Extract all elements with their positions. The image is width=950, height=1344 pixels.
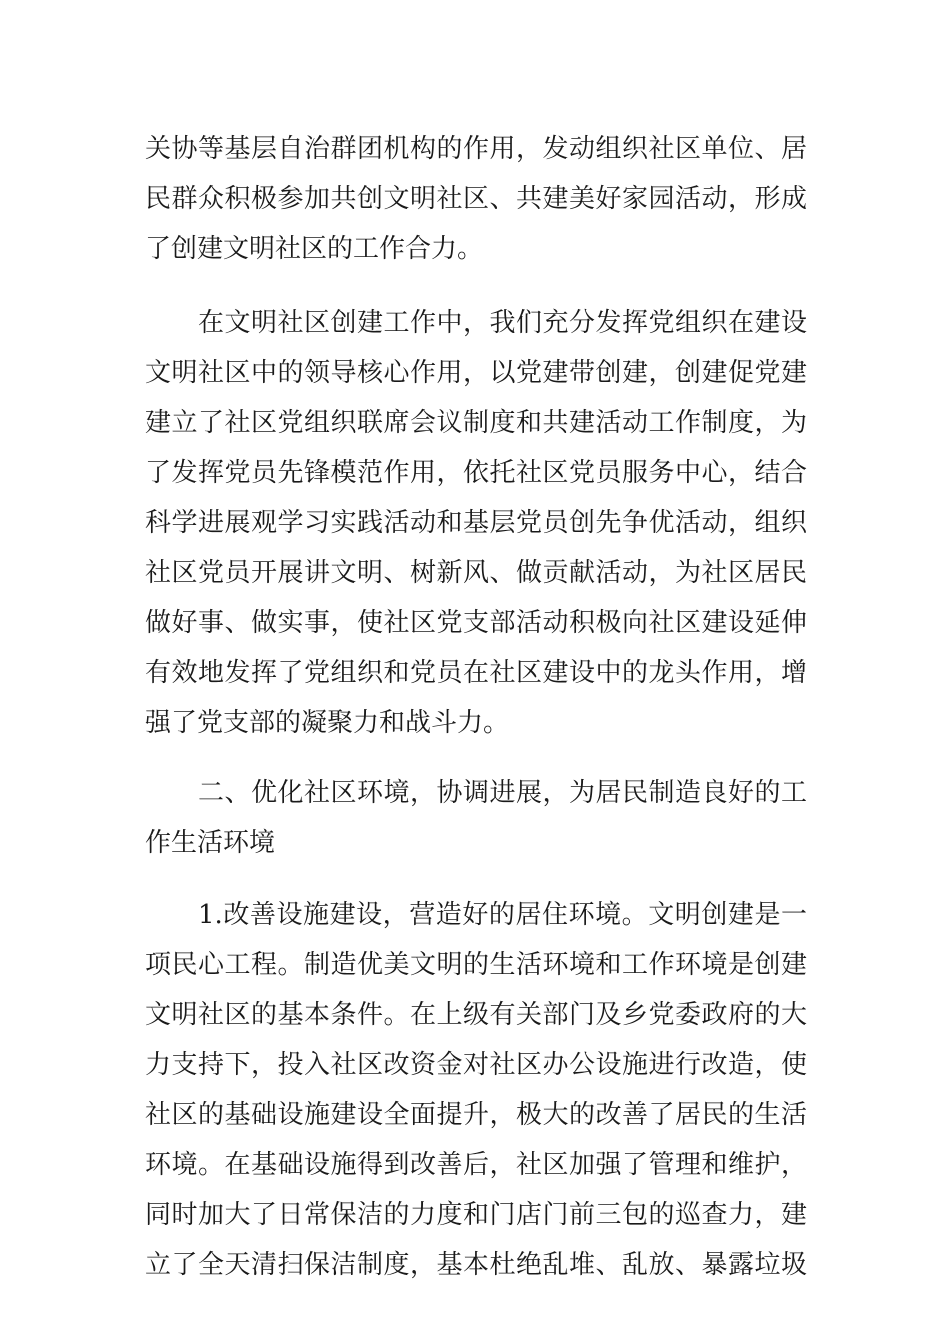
body-text-line: 科学进展观学习实践活动和基层党员创先争优活动，组织	[145, 508, 807, 538]
body-text-line: 同时加大了日常保洁的力度和门店门前三包的巡查力，建	[145, 1200, 807, 1230]
body-text-line: 社区党员开展讲文明、树新风、做贡献活动，为社区居民	[145, 558, 807, 588]
body-text-line: 了发挥党员先锋模范作用，依托社区党员服务中心，结合	[145, 458, 807, 488]
body-text-line: 环境。在基础设施得到改善后，社区加强了管理和维护，	[145, 1150, 807, 1180]
body-text-line: 民群众积极参加共创文明社区、共建美好家园活动，形成	[145, 184, 807, 214]
body-text-line: 立了全天清扫保洁制度，基本杜绝乱堆、乱放、暴露垃圾	[145, 1250, 807, 1280]
body-text-line: 项民心工程。制造优美文明的生活环境和工作环境是创建	[145, 950, 807, 980]
body-text-line: 强了党支部的凝聚力和战斗力。	[145, 708, 510, 738]
body-text-line: 社区的基础设施建设全面提升，极大的改善了居民的生活	[145, 1100, 807, 1130]
body-text-line: 建立了社区党组织联席会议制度和共建活动工作制度，为	[145, 408, 807, 438]
body-text-line: 有效地发挥了党组织和党员在社区建设中的龙头作用，增	[145, 658, 807, 688]
body-text-line: 了创建文明社区的工作合力。	[145, 234, 484, 264]
body-text-line: 力支持下，投入社区改资金对社区办公设施进行改造，使	[145, 1050, 807, 1080]
section-heading-line: 二、优化社区环境，协调进展，为居民制造良好的工	[198, 778, 807, 808]
paragraph-first-line: 在文明社区创建工作中，我们充分发挥党组织在建设	[198, 308, 807, 338]
body-text-line: 文明社区的基本条件。在上级有关部门及乡党委政府的大	[145, 1000, 807, 1030]
body-text-line: 关协等基层自治群团机构的作用，发动组织社区单位、居	[145, 134, 807, 164]
section-heading-line: 作生活环境	[145, 828, 276, 858]
paragraph-first-line: 1.改善设施建设，营造好的居住环境。文明创建是一	[198, 900, 807, 930]
body-text-line: 做好事、做实事，使社区党支部活动积极向社区建设延伸	[145, 608, 807, 638]
body-text-line: 文明社区中的领导核心作用，以党建带创建，创建促党建	[145, 358, 807, 388]
